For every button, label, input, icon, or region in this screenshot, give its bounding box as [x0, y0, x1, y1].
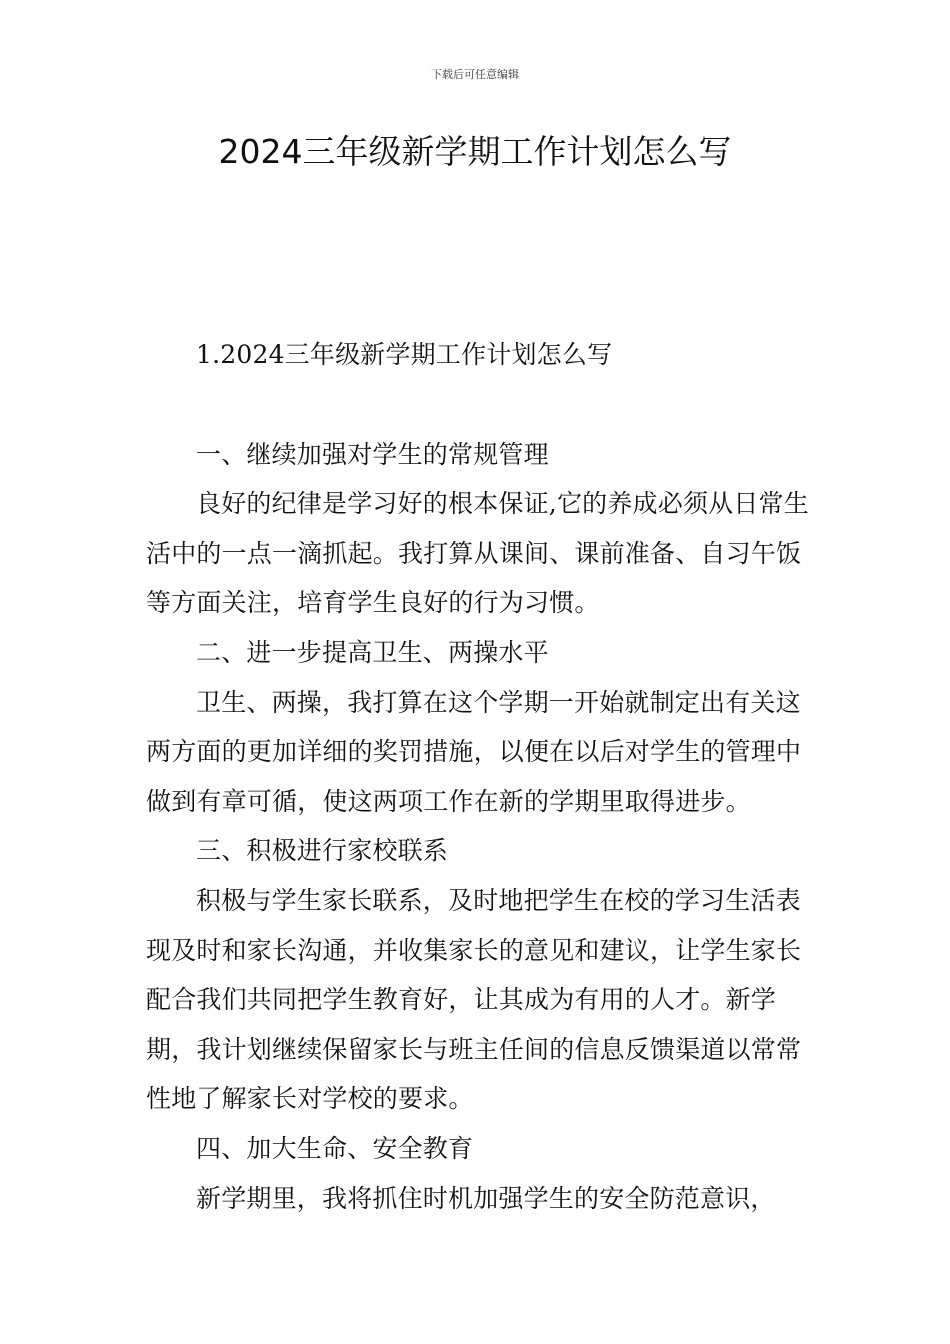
document-body: [146, 330, 810, 1223]
paragraph-3: 积极与学生家长联系，及时地把学生在校的学习生活表现及时和家长沟通，并收集家长的意见和建议，让学生家长配合我们共同把学生教育好，让其成为有用的人才。新学期，我计划继续保留家长与班主任间的信息反馈渠道以常常性地了解家长对学校的要求。: [146, 885, 802, 1114]
heading-1: 一、继续加强对学生的常规管理: [196, 439, 549, 469]
page-header-note: 下载后可任意编辑: [431, 68, 519, 81]
heading-2: 二、进一步提高卫生、两操水平: [196, 637, 549, 667]
section-title: 1.2024三年级新学期工作计划怎么写: [196, 340, 613, 369]
heading-3: 三、积极进行家校联系: [196, 836, 449, 866]
paragraph-2: 卫生、两操，我打算在这个学期一开始就制定出有关这两方面的更加详细的奖罚措施，以便在以后对学生的管理中做到有章可循，使这两项工作在新的学期里取得进步。: [146, 687, 802, 816]
heading-4: 四、加大生命、安全教育: [196, 1133, 474, 1163]
document-title: 2024三年级新学期工作计划怎么写: [218, 132, 732, 171]
paragraph-4: 新学期里，我将抓住时机加强学生的安全防范意识，: [196, 1183, 776, 1213]
paragraph-1: 良好的纪律是学习好的根本保证,它的养成必须从日常生活中的一点一滴抓起。我打算从课间、课前准备、自习午饭等方面关注，培育学生良好的行为习惯。: [146, 489, 809, 618]
